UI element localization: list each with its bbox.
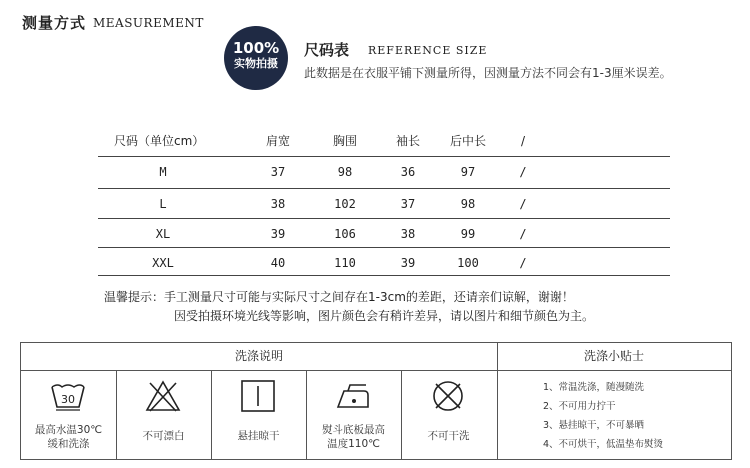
- reference-subtitle: REFERENCE SIZE: [368, 44, 488, 57]
- hang-dry-icon: [239, 379, 277, 413]
- badge-percent: 100%: [232, 39, 280, 57]
- wash-temp-text: 30: [61, 393, 75, 406]
- care-header-instructions: 洗涤说明: [234, 349, 283, 363]
- back-length-cell: 100: [457, 256, 479, 270]
- section-subtitle: MEASUREMENT: [93, 16, 204, 30]
- care-label-line: 最高水温30℃: [34, 424, 103, 436]
- sleeve-cell: 38: [400, 227, 416, 241]
- care-label: 不可漂白: [142, 430, 185, 442]
- column-header-back-length: 后中长: [449, 134, 486, 148]
- table-divider: [98, 275, 670, 276]
- table-row: [98, 157, 670, 188]
- care-item-bleach: [116, 371, 211, 460]
- care-tips-list: [517, 371, 731, 454]
- size-cell: L: [159, 197, 167, 211]
- reference-note: 此数据是在衣服平铺下测量所得，因测量方法不同会有1-3厘米误差。: [304, 66, 672, 80]
- care-label: [21, 423, 116, 451]
- care-item-iron: [306, 371, 401, 460]
- sleeve-cell: 37: [400, 197, 416, 211]
- no-bleach-icon: [144, 379, 182, 413]
- tip-note: 温馨提示：手工测量尺寸可能与实际尺寸之间存在1-3cm的差距，还请亲们谅解，谢谢！: [104, 290, 574, 304]
- care-label: 悬挂晾干: [237, 430, 280, 442]
- size-cell: XXL: [152, 256, 174, 270]
- column-header-shoulder: 肩宽: [265, 134, 290, 148]
- shoulder-cell: 38: [270, 197, 286, 211]
- sleeve-cell: 39: [400, 256, 416, 270]
- chest-cell: 98: [337, 165, 353, 179]
- care-item-wash: [21, 371, 116, 460]
- extra-cell: /: [519, 165, 527, 179]
- wash-30-icon: [49, 379, 87, 413]
- list-item: 4、不可烘干，低温垫布熨烫: [543, 439, 664, 450]
- table-row: [98, 219, 670, 250]
- sleeve-cell: 36: [400, 165, 416, 179]
- care-label-line: 缓和洗涤: [47, 438, 90, 450]
- column-header-sleeve: 袖长: [395, 134, 420, 148]
- chest-cell: 102: [334, 197, 356, 211]
- shoulder-cell: 37: [270, 165, 286, 179]
- care-label-line: 熨斗底板最高: [322, 424, 385, 436]
- reference-title: 尺码表: [304, 41, 350, 59]
- size-cell: XL: [155, 227, 171, 241]
- list-item: 2、不可用力拧干: [543, 401, 616, 412]
- list-item: 1、常温洗涤，随漫随洗: [543, 382, 645, 393]
- column-header-size: 尺码（单位cm）: [114, 134, 205, 148]
- shoulder-cell: 40: [270, 256, 286, 270]
- column-header-extra: /: [520, 134, 526, 148]
- chest-cell: 110: [334, 256, 356, 270]
- iron-low-icon: [334, 379, 372, 413]
- extra-cell: /: [519, 197, 527, 211]
- list-item: 3、悬挂晾干，不可暴晒: [543, 420, 645, 431]
- back-length-cell: 97: [460, 165, 476, 179]
- table-row: [98, 189, 670, 220]
- chest-cell: 106: [334, 227, 356, 241]
- color-note: 因受拍摄环境光线等影响，图片颜色会有稍许差异，请以图片和细节颜色为主。: [174, 309, 595, 323]
- real-photo-badge: [224, 26, 288, 90]
- extra-cell: /: [519, 227, 527, 241]
- back-length-cell: 98: [460, 197, 476, 211]
- care-item-dry: [211, 371, 306, 460]
- care-table: [20, 342, 732, 460]
- column-header-chest: 胸围: [332, 134, 357, 148]
- shoulder-cell: 39: [270, 227, 286, 241]
- section-title: 测量方式: [22, 14, 87, 32]
- back-length-cell: 99: [460, 227, 476, 241]
- care-divider: [497, 343, 498, 459]
- care-header-tips: 洗涤小贴士: [583, 349, 644, 363]
- care-label: [306, 423, 401, 451]
- no-dry-clean-icon: [429, 379, 467, 413]
- size-cell: M: [159, 165, 167, 179]
- care-label: 不可干洗: [427, 430, 470, 442]
- size-table-header: [98, 126, 670, 157]
- care-label-line: 温度110℃: [327, 438, 380, 450]
- care-item-dryclean: [401, 371, 496, 460]
- badge-text: 实物拍摄: [234, 57, 278, 70]
- extra-cell: /: [519, 256, 527, 270]
